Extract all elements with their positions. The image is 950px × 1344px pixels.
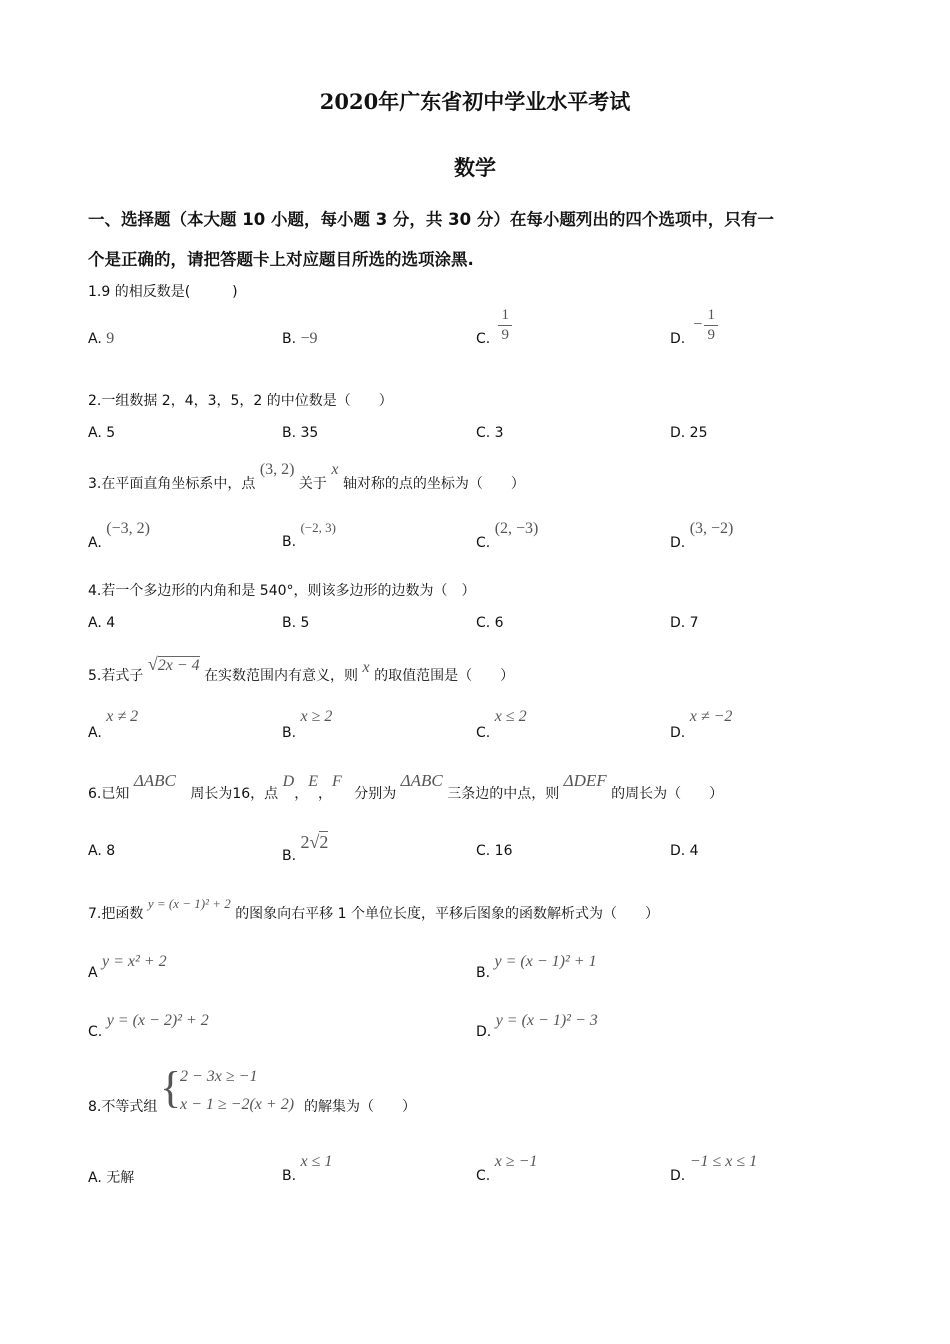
- point-math: (3, 2): [259, 461, 295, 478]
- point-d: D: [282, 773, 295, 790]
- q2-option-c: C. 3: [476, 425, 504, 441]
- option-math: y = (x − 1)² − 3: [495, 1012, 598, 1029]
- radical-sign: √: [147, 654, 158, 674]
- q8-option-b: [282, 1153, 333, 1184]
- q8-option-c: [476, 1153, 538, 1184]
- denominator: 9: [707, 326, 716, 343]
- option-math: x ≥ 2: [300, 708, 333, 725]
- stem-text: 的周长为（ ）: [611, 786, 724, 802]
- question-2-stem: 2.一组数据 2，4，3，5，2 的中位数是（ ）: [88, 393, 393, 409]
- q8-option-a: A. 无解: [88, 1170, 135, 1186]
- coefficient: 2: [300, 832, 310, 852]
- comma: ，: [294, 786, 309, 802]
- stem-text: 三条边的中点，则: [447, 786, 560, 802]
- q5-option-d: [670, 708, 733, 741]
- point-e: E: [308, 773, 318, 790]
- triangle-def: ΔDEF: [563, 771, 607, 790]
- function-math: y = (x − 1)² + 2: [147, 896, 231, 911]
- q7-option-b: [476, 953, 597, 981]
- option-math: x ≤ 2: [494, 708, 527, 725]
- question-7-stem: [88, 896, 659, 923]
- q7-option-d: [476, 1012, 598, 1040]
- q5-option-b: [282, 708, 333, 741]
- q2-option-d: D. 25: [670, 425, 708, 441]
- fraction: [498, 307, 512, 344]
- subject-title: 数学: [454, 155, 496, 180]
- option-math: y = (x − 1)² + 1: [494, 953, 597, 970]
- option-math: (−3, 2): [106, 520, 150, 537]
- section-header-line2: 个是正确的，请把答题卡上对应题目所选的选项涂黑.: [88, 250, 474, 269]
- inequality-2: x − 1 ≥ −2(x + 2): [180, 1096, 295, 1113]
- q6-option-c: C. 16: [476, 843, 513, 859]
- stem-text: 的图象向右平移 1 个单位长度，平移后图象的函数解析式为（ ）: [235, 906, 659, 922]
- option-label: C.: [476, 1168, 491, 1184]
- option-label: D.: [670, 535, 686, 551]
- stem-text: 3.在平面直角坐标系中，点: [88, 476, 256, 492]
- question-4-stem: 4.若一个多边形的内角和是 540°，则该多边形的边数为（ ）: [88, 583, 476, 599]
- option-math: (3, −2): [689, 520, 734, 537]
- numerator: 1: [707, 306, 716, 323]
- option-math: x ≥ −1: [494, 1153, 538, 1170]
- q1-option-c: [476, 303, 512, 347]
- q7-option-a: [88, 953, 167, 981]
- q3-option-c: [476, 520, 539, 551]
- section-header-line1: 一、选择题（本大题 10 小题，每小题 3 分，共 30 分）在每小题列出的四个选项中，只有一: [88, 210, 774, 229]
- question-3-stem: [88, 461, 525, 493]
- stem-text: 轴对称的点的坐标为（ ）: [342, 476, 525, 492]
- point-f: F: [331, 773, 342, 790]
- q3-option-b: [282, 520, 337, 550]
- option-label: B.: [282, 331, 297, 347]
- q2-option-b: B. 35: [282, 425, 319, 441]
- option-label: D.: [476, 1024, 492, 1040]
- option-math: x ≠ −2: [689, 708, 733, 725]
- option-math: y = (x − 2)² + 2: [106, 1012, 209, 1029]
- q1-option-b: [282, 330, 318, 348]
- stem-text: 分别为: [354, 786, 397, 802]
- stem-text: 在实数范围内有意义，则: [204, 668, 359, 684]
- option-math: (−2, 3): [300, 520, 337, 535]
- minus-sign: −: [693, 316, 703, 333]
- denominator: 9: [501, 326, 509, 343]
- q6-option-a: A. 8: [88, 843, 116, 859]
- fraction-bar: [498, 325, 512, 326]
- option-label: D.: [670, 331, 686, 347]
- stem-text: 的取值范围是（ ）: [374, 668, 515, 684]
- q4-option-c: C. 6: [476, 615, 504, 631]
- option-math: x ≠ 2: [106, 708, 139, 725]
- q4-option-a: A. 4: [88, 615, 116, 631]
- triangle-abc: ΔABC: [133, 771, 176, 790]
- q1-option-a: [88, 330, 114, 348]
- axis-math: x: [331, 461, 339, 478]
- q4-option-b: B. 5: [282, 615, 310, 631]
- option-label: D.: [670, 725, 686, 741]
- option-label: B.: [282, 848, 297, 864]
- fraction: [704, 307, 718, 344]
- stem-text: 关于: [298, 476, 327, 492]
- stem-text: 周长为16，点: [190, 786, 279, 802]
- option-math: 9: [106, 330, 115, 347]
- q1-option-d: [670, 303, 718, 347]
- option-label: B.: [282, 1168, 297, 1184]
- option-label: A.: [88, 725, 102, 741]
- option-math: y = x² + 2: [102, 953, 167, 970]
- var-math: x: [362, 659, 370, 676]
- option-label: B.: [282, 534, 297, 550]
- q7-option-c: [88, 1012, 209, 1040]
- comma: ，: [317, 786, 332, 802]
- option-label: C.: [88, 1024, 103, 1040]
- page-title: 2020年广东省初中学业水平考试: [319, 89, 631, 114]
- option-label: A.: [88, 331, 102, 347]
- q5-option-a: [88, 708, 139, 741]
- q2-option-a: A. 5: [88, 425, 116, 441]
- question-8-stem-post: 的解集为（ ）: [304, 1099, 416, 1115]
- question-1-stem: 1.9 的相反数是( ): [88, 284, 238, 300]
- option-label: D.: [670, 1168, 686, 1184]
- q4-option-d: D. 7: [670, 615, 699, 631]
- option-math: (2, −3): [494, 520, 539, 537]
- option-label: A.: [88, 535, 102, 551]
- fraction-bar: [704, 325, 718, 326]
- triangle-abc: ΔABC: [400, 771, 443, 790]
- radicand: 2x − 4: [157, 657, 200, 674]
- stem-text: 5.若式子: [88, 668, 144, 684]
- numerator: 1: [501, 306, 509, 323]
- q6-option-b: [282, 832, 329, 864]
- option-label: B.: [476, 965, 491, 981]
- option-label: A: [88, 965, 98, 981]
- q5-option-c: [476, 708, 527, 741]
- option-label: B.: [282, 725, 297, 741]
- question-8-stem-pre: 8.不等式组: [88, 1099, 158, 1115]
- stem-text: 7.把函数: [88, 906, 144, 922]
- option-label: C.: [476, 331, 491, 347]
- option-math: −9: [300, 330, 318, 347]
- inequality-1: 2 − 3x ≥ −1: [180, 1068, 258, 1085]
- option-label: C.: [476, 725, 491, 741]
- q6-option-d: D. 4: [670, 843, 699, 859]
- question-6-stem: [88, 771, 724, 803]
- stem-text: 6.已知: [88, 786, 130, 802]
- option-label: C.: [476, 535, 491, 551]
- q3-option-d: [670, 520, 734, 551]
- q3-option-a: [88, 520, 150, 551]
- radicand: 2: [319, 832, 329, 852]
- option-math: x ≤ 1: [300, 1153, 333, 1170]
- question-5-stem: [88, 654, 515, 685]
- option-math: −1 ≤ x ≤ 1: [689, 1153, 758, 1170]
- radical-sign: √: [309, 832, 320, 852]
- left-brace: {: [160, 1063, 182, 1112]
- q8-option-d: [670, 1153, 758, 1184]
